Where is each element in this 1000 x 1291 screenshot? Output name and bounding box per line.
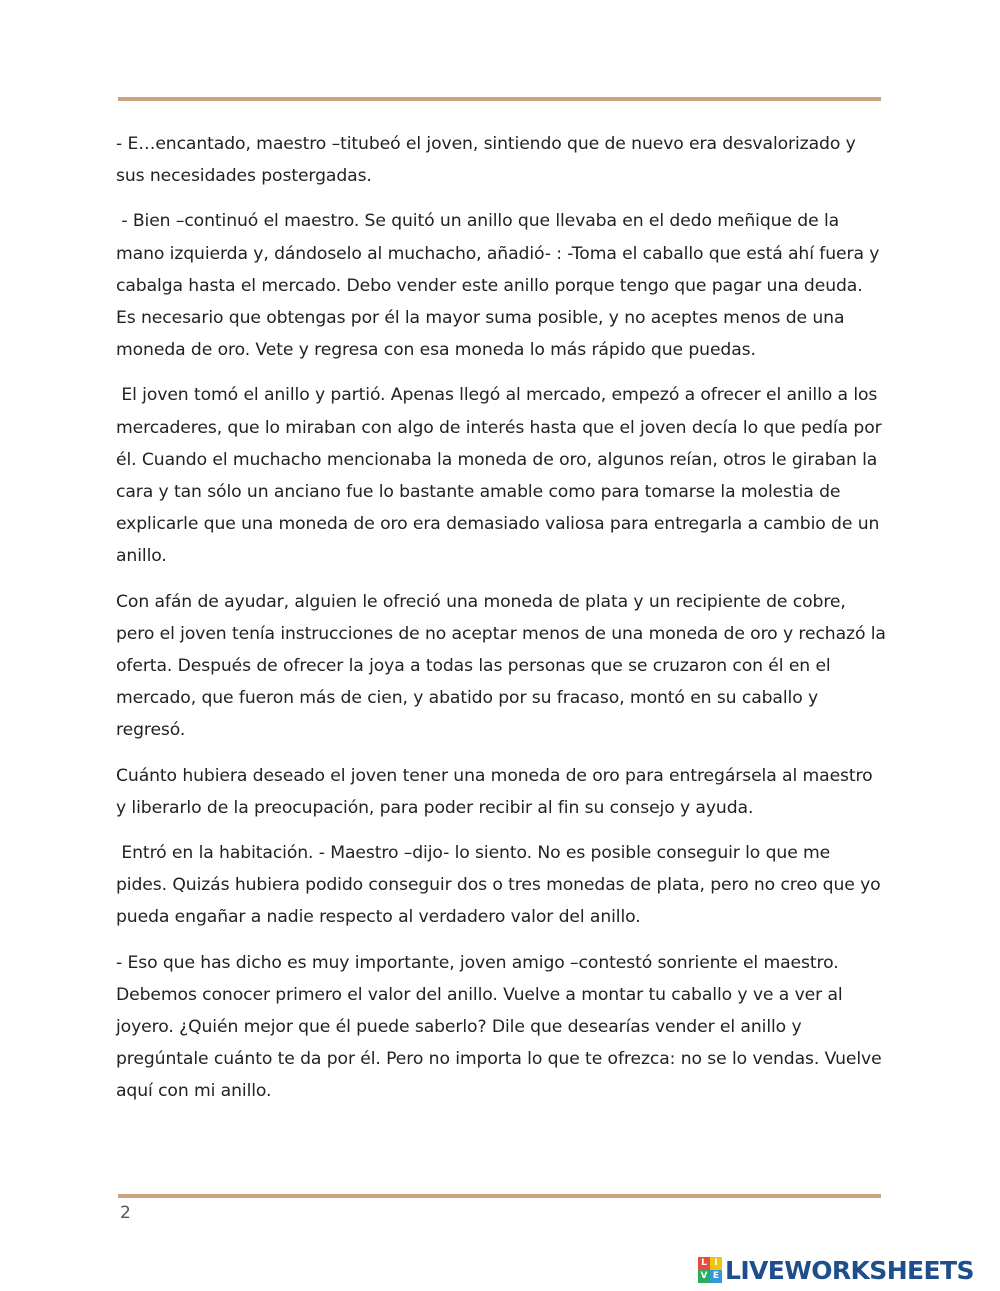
logo-letter-l: L [698, 1257, 710, 1270]
logo-letter-e: E [710, 1270, 722, 1283]
bottom-divider [118, 1194, 881, 1198]
liveworksheets-logo-icon [698, 1257, 722, 1283]
page-number: 2 [120, 1203, 131, 1223]
paragraph-1: - E…encantado, maestro –titubeó el joven, sintiendo que de nuevo era desvalorizado y sus necesidades postergadas. [116, 134, 862, 187]
paragraph-2: - Bien –continuó el maestro. Se quitó un anillo que llevaba en el dedo meñique de la mano izquierda y, dándoselo al muchacho, añadió- : -Toma el caballo que está ahí fuera y cabalga hasta el mercado. Debo vender este anillo porque tengo que pagar una deuda. Es necesario que obtengas por él la mayor suma posible, y no aceptes menos de una moneda de oro. Vete y regresa con esa moneda lo más rápido que puedas. [116, 211, 885, 361]
paragraph-5: Cuánto hubiera deseado el joven tener una moneda de oro para entregársela al maestro y liberarlo de la preocupación, para poder recibir al fin su consejo y ayuda. [116, 765, 878, 818]
logo-letter-v: V [698, 1270, 710, 1283]
liveworksheets-brand[interactable] [698, 1255, 974, 1285]
paragraph-7: - Eso que has dicho es muy importante, joven amigo –contestó sonriente el maestro. Debemos conocer primero el valor del anillo. Vuelve a montar tu caballo y ve a ver al joyero. ¿Quién mejor que él puede saberlo? Dile que desearías vender el anillo y pregúntale cuánto te da por él. Pero no importa lo que te ofrezca: no se lo vendas. Vuelve aquí con mi anillo. [116, 952, 887, 1102]
logo-letter-i: I [710, 1257, 722, 1270]
top-divider [118, 97, 881, 101]
paragraph-6: Entró en la habitación. - Maestro –dijo- lo siento. No es posible conseguir lo que me pides. Quizás hubiera podido conseguir dos o tres monedas de plata, pero no creo que yo pueda engañar a nadie respecto al verdadero valor del anillo. [116, 843, 886, 928]
document-body [116, 128, 892, 1121]
brand-name: LIVEWORKSHEETS [725, 1255, 974, 1285]
paragraph-4: Con afán de ayudar, alguien le ofreció una moneda de plata y un recipiente de cobre, pero el joven tenía instrucciones de no aceptar menos de una moneda de oro y rechazó la oferta. Después de ofrecer la joya a todas las personas que se cruzaron con él en el mercado, que fueron más de cien, y abatido por su fracaso, montó en su caballo y regresó. [116, 591, 892, 741]
paragraph-3: El joven tomó el anillo y partió. Apenas llegó al mercado, empezó a ofrecer el anillo a los mercaderes, que lo miraban con algo de interés hasta que el joven decía lo que pedía por él. Cuando el muchacho mencionaba la moneda de oro, algunos reían, otros le giraban la cara y tan sólo un anciano fue lo bastante amable como para tomarse la molestia de explicarle que una moneda de oro era demasiado valiosa para entregarla a cambio de un anillo. [116, 385, 887, 567]
